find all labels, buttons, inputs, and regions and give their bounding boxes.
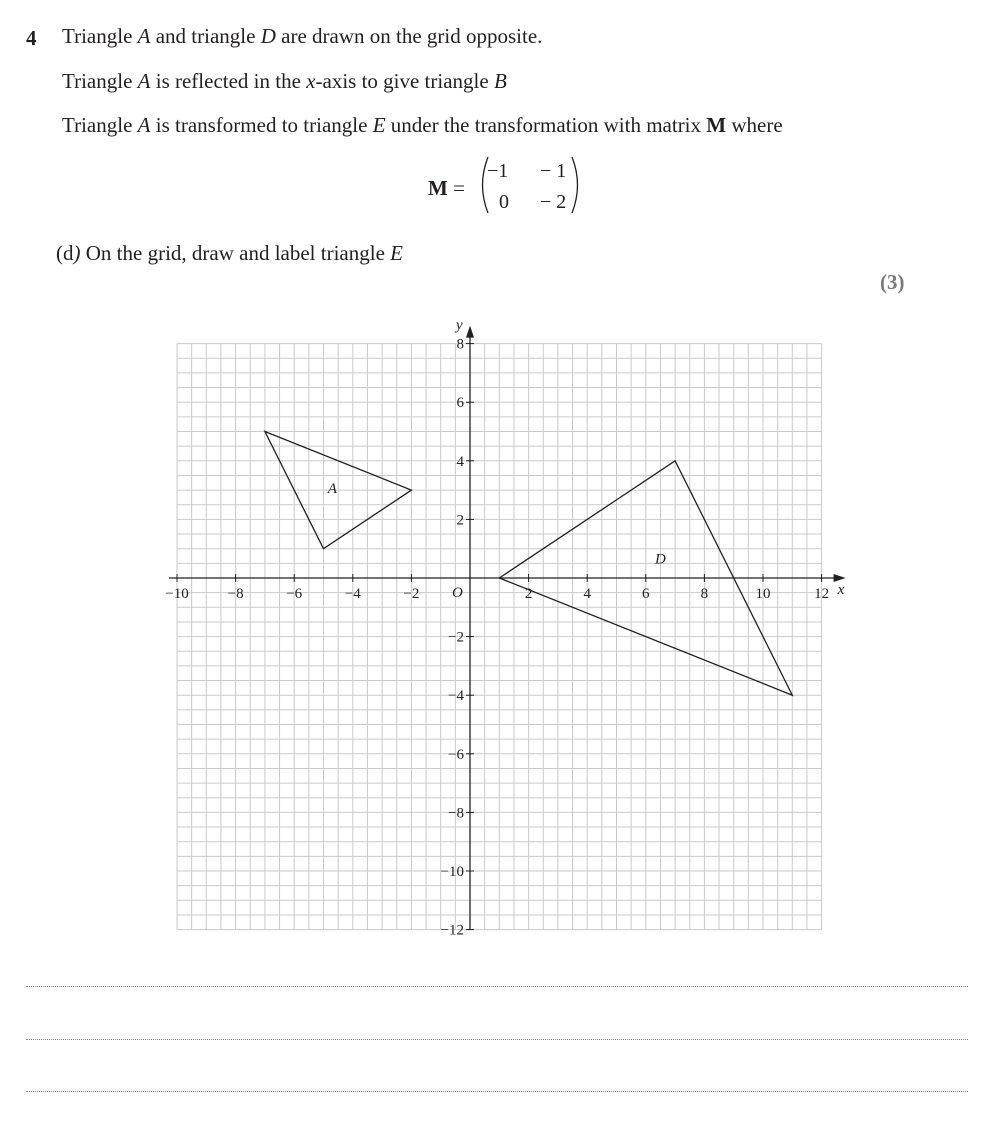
y-tick-label: −2	[448, 629, 464, 646]
y-axis-label: y	[456, 317, 463, 334]
question-line-3: Triangle A is transformed to triangle E under the transformation with matrix M where	[62, 113, 783, 137]
question-line-2: Triangle A is reflected in the x-axis to give triangle B	[62, 69, 507, 93]
answer-line-1[interactable]	[26, 986, 968, 987]
y-tick-label: 8	[456, 336, 464, 353]
y-tick-label: 6	[456, 395, 464, 412]
y-tick-label: −8	[448, 805, 464, 822]
triangle-a-label: A	[327, 481, 337, 498]
x-tick-label: −10	[165, 586, 189, 602]
x-tick-label: −4	[344, 586, 361, 602]
x-tick-label: 8	[700, 586, 709, 602]
matrix	[476, 154, 588, 216]
x-axis-arrow	[834, 574, 846, 582]
matrix-entry-a: −1	[487, 160, 509, 182]
y-tick-label: −12	[440, 922, 464, 939]
x-tick-label: 6	[642, 586, 650, 602]
triangle-d-label: D	[655, 551, 666, 568]
marks-badge: (3)	[880, 270, 905, 294]
y-tick-label: −10	[440, 864, 464, 880]
y-tick-label: −4	[448, 688, 464, 705]
x-tick-label: 12	[814, 586, 830, 602]
x-tick-label: −8	[227, 586, 244, 602]
matrix-entry-c: 0	[499, 191, 509, 213]
question-line-1: Triangle A and triangle D are drawn on the grid opposite.	[62, 24, 543, 48]
origin-label: O	[452, 585, 463, 601]
y-tick-label: 2	[456, 512, 464, 529]
x-tick-label: −6	[286, 586, 303, 602]
y-tick-label: 4	[456, 453, 464, 470]
answer-line-2[interactable]	[26, 1039, 968, 1040]
x-tick-label: 2	[524, 586, 533, 602]
y-axis-arrow	[466, 326, 474, 338]
y-tick-label: −6	[448, 746, 464, 763]
matrix-entry-b: − 1	[540, 160, 567, 182]
x-tick-label: 4	[583, 586, 591, 602]
coordinate-grid[interactable]	[0, 300, 1000, 950]
question-number: 4	[26, 26, 37, 50]
x-tick-label: −2	[403, 586, 420, 602]
x-axis-label: x	[837, 582, 845, 598]
matrix-label: M =	[428, 176, 465, 200]
x-tick-label: 10	[755, 586, 771, 602]
part-d: (d) On the grid, draw and label triangle E	[56, 241, 403, 265]
matrix-right-bracket	[572, 157, 578, 213]
matrix-entry-d: − 2	[540, 191, 567, 213]
answer-line-3[interactable]	[26, 1091, 968, 1092]
